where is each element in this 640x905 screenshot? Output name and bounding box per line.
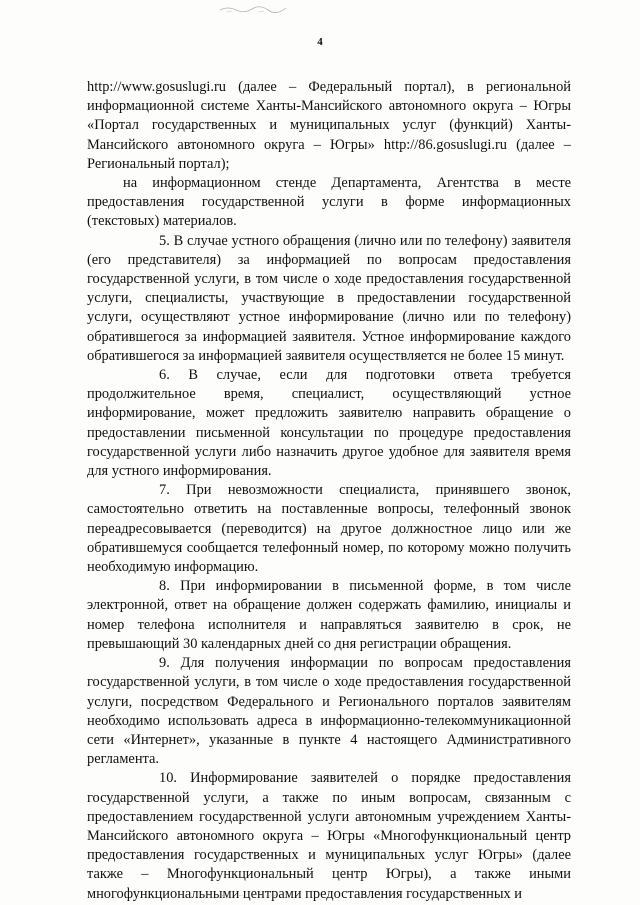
paragraph-8	[87, 577, 571, 654]
paragraph-text: В случае, если для подготовки ответа требуется продолжительное время, специалист, осуществляющий устное информирование, может предложить заявителю направить обращение о предоставлении письменной консультации по процедуре предоставления государственной услуги либо назначить другое удобное для заявителя время для устного информирования.	[87, 367, 571, 480]
paragraph-text: Информирование заявителей о порядке предоставления государственной услуги, а также по иным вопросам, связанным с предоставлением государственной услуги автономным учреждением Ханты-Мансийского автономного округа – Югры «Многофункциональный центр предоставления государственных и муниципальных услуг Югры» (далее также – Многофункциональный центр Югры), а также иными многофункциональными центрами предоставления государственных и	[87, 770, 571, 902]
paragraph-text: Для получения информации по вопросам предоставления государственной услуги, в том числе о ходе предоставления государственной услуги, посредством Федерального и Регионального порталов заявителям необходимо использовать адреса в информационно-телекоммуникационной сети «Интернет», указанные в пункте 4 настоящего Административного регламента.	[87, 655, 571, 768]
paragraph-number: 7.	[159, 482, 170, 499]
paragraph-number: 8.	[159, 578, 170, 595]
document-body	[87, 78, 571, 904]
paragraph-7	[87, 481, 571, 577]
paragraph-number: 10.	[159, 770, 177, 787]
paragraph-portals	[87, 78, 571, 174]
scan-artifact-bottom	[200, 892, 280, 898]
paragraph-number: 6.	[159, 367, 170, 384]
paragraph-text: При невозможности специалиста, принявшего звонок, самостоятельно ответить на поставленные вопросы, телефонный звонок переадресовывается (переводится) на другое должностное лицо или же обратившемуся сообщается телефонный номер, по которому можно получить необходимую информацию.	[87, 482, 571, 576]
paragraph-text: При информировании в письменной форме, в том числе электронной, ответ на обращение должен содержать фамилию, инициалы и номер телефона исполнителя и направляться заявителю в срок, не превышающий 30 календарных дней со дня регистрации обращения.	[87, 578, 571, 652]
paragraph-5	[87, 232, 571, 366]
paragraph-number: 5.	[159, 232, 170, 249]
paragraph-9	[87, 654, 571, 769]
paragraph-text: на информационном стенде Департамента, Агентства в месте предоставления государственной услуги в форме информационных (текстовых) материалов.	[87, 175, 571, 230]
page-number: 4	[317, 36, 323, 48]
scan-artifact-top	[218, 4, 288, 14]
paragraph-info-stand	[87, 174, 571, 232]
scan-artifact-bottom-right	[458, 893, 498, 898]
paragraph-text: В случае устного обращения (лично или по телефону) заявителя (его представителя) за информацией по вопросам предоставления государственной услуги, в том числе о ходе предоставления государственной услуги, специалисты, участвующие в предоставлении государственной услуги, осуществляют устное информирование (лично или по телефону) обратившегося за информацией заявителя. Устное информирование каждого обратившегося за информацией заявителя осуществляется не более 15 минут.	[87, 232, 571, 364]
paragraph-number: 9.	[159, 655, 170, 672]
paragraph-text: http://www.gosuslugi.ru (далее – Федеральный портал), в региональной информационной системе Ханты-Мансийского автономного округа – Югры «Портал государственных и муниципальных услуг (функций) Ханты-Мансийского автономного округа – Югры» http://86.gosuslugi.ru (далее – Региональный портал);	[87, 79, 571, 172]
paragraph-10	[87, 769, 571, 903]
paragraph-6	[87, 366, 571, 481]
